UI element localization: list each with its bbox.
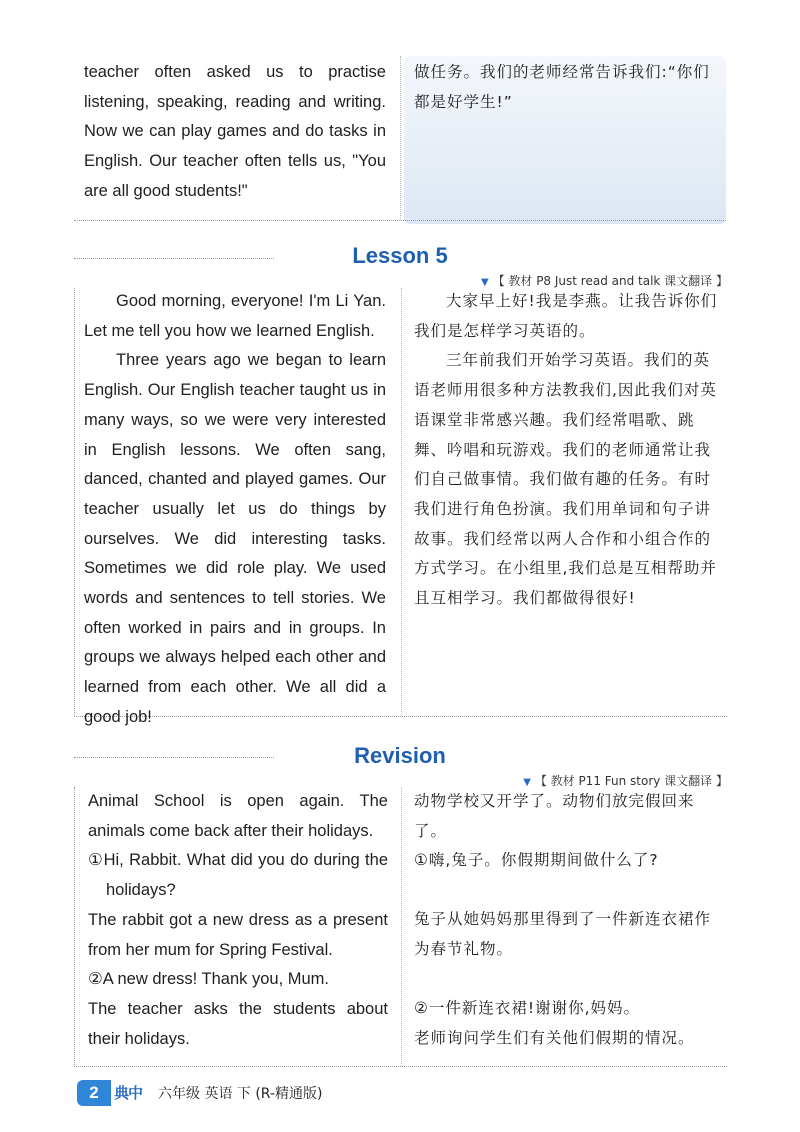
revision-english-line-3: The rabbit got a new dress as a present from her mum for Spring Festival. bbox=[88, 910, 388, 959]
lesson5-chinese-paragraph-1: 大家早上好!我是李燕。让我告诉你们我们是怎样学习英语的。 bbox=[414, 292, 718, 340]
top-english-column bbox=[84, 58, 386, 207]
revision-english-line-5: The teacher asks the students about their holidays. bbox=[88, 999, 388, 1048]
page-number-badge: 2 bbox=[77, 1080, 111, 1106]
revision-source-tag-text: 【 教材 P11 Fun story 课文翻译 】 bbox=[534, 774, 728, 788]
top-english-paragraph: teacher often asked us to practise listening, speaking, reading and writing. Now we can play games and do tasks in English. Our teacher often tells us, "You are all good students!" bbox=[84, 63, 386, 200]
revision-chinese-line-5: 老师询问学生们有关他们假期的情况。 bbox=[414, 1028, 695, 1047]
revision-chinese-line-1: 动物学校又开学了。动物们放完假回来了。 bbox=[414, 792, 695, 840]
revision-chinese-line-2: ①嗨,兔子。你假期期间做什么了? bbox=[414, 851, 659, 869]
top-chinese-paragraph: 做任务。我们的老师经常告诉我们:“你们都是好学生!” bbox=[414, 63, 710, 111]
triangle-down-icon: ▼ bbox=[481, 277, 489, 288]
book-title: 六年级 英语 下 (R-精通版) bbox=[158, 1086, 323, 1102]
column-divider bbox=[401, 288, 402, 716]
column-divider bbox=[400, 56, 401, 220]
lesson5-english-paragraph-1: Good morning, everyone! I'm Li Yan. Let me tell you how we learned English. bbox=[84, 292, 386, 340]
revision-english-line-4: ②A new dress! Thank you, Mum. bbox=[88, 970, 330, 989]
publisher-logo: 典中 bbox=[114, 1084, 143, 1102]
top-chinese-column bbox=[414, 58, 718, 117]
revision-english-line-1: Animal School is open again. The animals come back after their holidays. bbox=[88, 792, 388, 840]
triangle-down-icon: ▼ bbox=[523, 777, 531, 788]
lesson5-chinese-paragraph-2: 三年前我们开始学习英语。我们的英语老师用很多种方法教我们,因此我们对英语课堂非常感兴趣。我们经常唱歌、跳舞、吟唱和玩游戏。我们的老师通常让我们自己做事情。我们做有趣的任务。有时我们进行角色扮演。我们用单词和句子讲故事。我们经常以两人合作和小组合作的方式学习。在小组里,我们总是互相帮助并且互相学习。我们都做得很好! bbox=[414, 351, 717, 608]
revision-title: Revision bbox=[354, 743, 446, 768]
lesson5-title: Lesson 5 bbox=[352, 243, 448, 268]
lesson5-english-column bbox=[84, 287, 386, 733]
lesson5-source-tag-text: 【 教材 P8 Just read and talk 课文翻译 】 bbox=[492, 274, 728, 288]
column-divider bbox=[401, 787, 402, 1066]
revision-chinese-column bbox=[414, 787, 720, 1053]
revision-chinese-line-4: ②一件新连衣裙!谢谢你,妈妈。 bbox=[414, 999, 641, 1017]
revision-english-column bbox=[88, 787, 388, 1054]
lesson5-english-paragraph-2: Three years ago we began to learn English. Our English teacher taught us in many ways, so we were very interested in English lessons. We often sang, danced, chanted and played games. Our teacher usually let us do things by ourselves. We did interesting tasks. Sometimes we did role play. We used words and sentences to tell stories. We often worked in pairs and in groups. In groups we always helped each other and learned from each other. We all did a good job! bbox=[84, 351, 386, 726]
revision-chinese-line-3: 兔子从她妈妈那里得到了一件新连衣裙作为春节礼物。 bbox=[414, 910, 712, 958]
lesson5-chinese-column bbox=[414, 287, 718, 614]
revision-english-line-2: ①Hi, Rabbit. What did you do during the holidays? bbox=[88, 851, 388, 900]
